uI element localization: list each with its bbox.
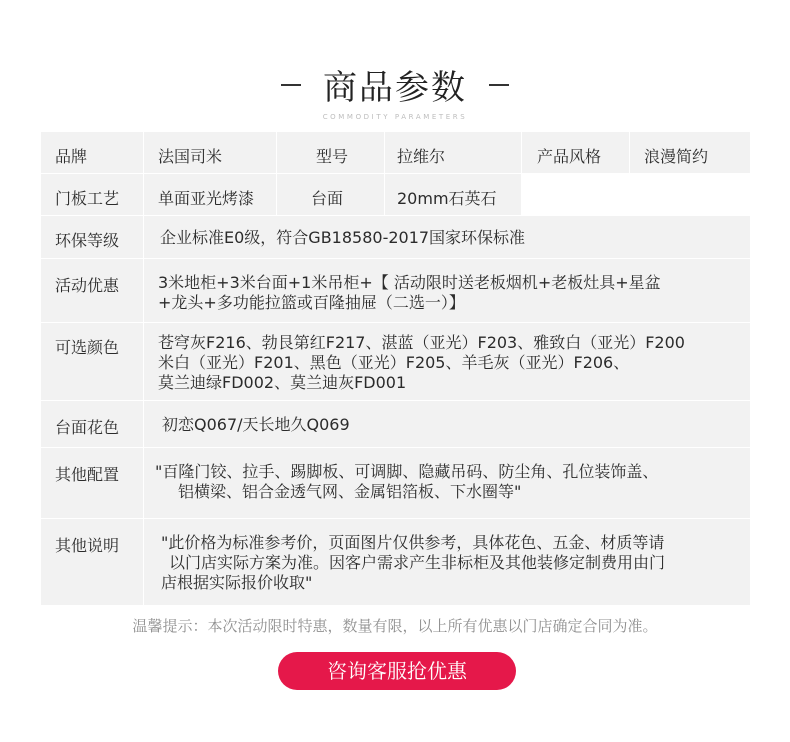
section-title: 商品参数 xyxy=(323,68,467,108)
colors-line-1: 苍穹灰F216、勃艮第红F217、湛蓝（亚光）F203、雅致白（亚光）F200 xyxy=(158,333,685,352)
other-notes-value xyxy=(161,533,742,593)
door-label: 门板工艺 xyxy=(55,189,120,208)
promo-line-1: 3米地柜+3米台面+1米吊柜+【 活动限时送老板烟机+老板灶具+星盆 xyxy=(158,273,661,292)
table-row-door xyxy=(41,174,750,216)
other-config-label: 其他配置 xyxy=(55,465,120,484)
title-dash-right xyxy=(489,84,509,86)
colors-line-2: 米白（亚光）F201、黑色（亚光）F205、羊毛灰（亚光）F206、 xyxy=(158,353,630,372)
table-row-colors xyxy=(41,323,750,401)
style-value: 浪漫简约 xyxy=(644,147,709,166)
other-config-line-2: 铝横梁、铝合金透气网、金属铝箔板、下水圈等" xyxy=(178,482,522,501)
other-notes-line-1: "此价格为标准参考价，页面图片仅供参考，具体花色、五金、材质等请 xyxy=(161,533,665,552)
promo-value xyxy=(158,273,742,313)
eco-value: 企业标准E0级，符合GB18580-2017国家环保标准 xyxy=(160,228,526,247)
table-row-other-config xyxy=(41,448,750,519)
other-config-value xyxy=(155,462,742,502)
section-subtitle: COMMODITY PARAMETERS xyxy=(322,113,468,121)
other-notes-line-2: 以门店实际方案为准。因客户需求产生非标柜及其他装修定制费用由门 xyxy=(169,553,666,572)
colors-value xyxy=(158,333,746,393)
brand-value: 法国司米 xyxy=(158,147,223,166)
table-row-brand xyxy=(41,132,750,174)
counter-pattern-label: 台面花色 xyxy=(55,418,120,437)
title-dash-left xyxy=(281,84,301,86)
counter-value: 20mm石英石 xyxy=(397,189,497,208)
colors-line-3: 莫兰迪绿FD002、莫兰迪灰FD001 xyxy=(158,373,407,392)
eco-label: 环保等级 xyxy=(55,231,120,250)
other-notes-label: 其他说明 xyxy=(55,536,120,555)
table-row-promo xyxy=(41,259,750,323)
notice-text: 温馨提示：本次活动限时特惠，数量有限，以上所有优惠以门店确定合同为准。 xyxy=(132,617,658,635)
model-label: 型号 xyxy=(316,147,349,166)
other-notes-line-3: 店根据实际报价收取" xyxy=(161,573,313,592)
promo-label: 活动优惠 xyxy=(55,276,120,295)
table-row-other-notes xyxy=(41,519,750,605)
style-label: 产品风格 xyxy=(537,147,602,166)
counter-label: 台面 xyxy=(311,189,344,208)
door-value: 单面亚光烤漆 xyxy=(158,189,255,208)
promo-line-2: +龙头+多功能拉篮或百隆抽屉（二选一）】 xyxy=(158,293,465,312)
brand-label: 品牌 xyxy=(55,147,88,166)
other-config-line-1: "百隆门铰、拉手、踢脚板、可调脚、隐藏吊码、防尘角、孔位装饰盖、 xyxy=(155,462,659,481)
counter-pattern-value: 初恋Q067/天长地久Q069 xyxy=(162,415,350,434)
consult-service-button[interactable]: 咨询客服抢优惠 xyxy=(278,652,516,690)
table-row-eco xyxy=(41,216,750,259)
table-row-counter-pattern xyxy=(41,401,750,448)
model-value: 拉维尔 xyxy=(397,147,446,166)
section-header xyxy=(0,60,790,121)
params-table xyxy=(41,132,750,605)
colors-label: 可选颜色 xyxy=(55,338,120,357)
